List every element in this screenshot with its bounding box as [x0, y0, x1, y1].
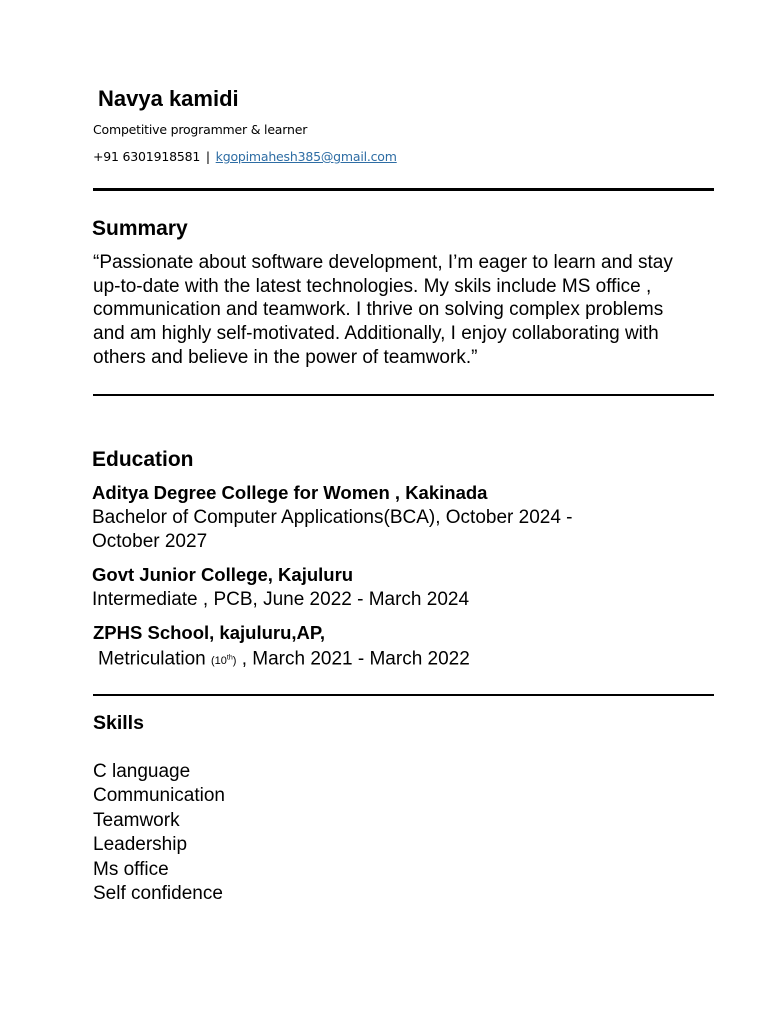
education-detail-3 — [98, 646, 470, 673]
skill-item: Leadership — [93, 834, 188, 856]
education-detail-2: Intermediate , PCB, June 2022 - March 2024 — [92, 589, 470, 610]
education-detail-1-line-1: Bachelor of Computer Applications(BCA), October 2024 - — [92, 507, 573, 528]
header-divider — [93, 188, 714, 191]
education-detail-3-prefix: Metriculation — [98, 648, 206, 670]
skills-list — [93, 760, 225, 906]
skill-item: C language — [93, 761, 191, 782]
skill-item: Self confidence — [93, 883, 223, 905]
skill-item: Ms office — [93, 858, 169, 880]
education-divider — [93, 694, 714, 696]
education-school-1: Aditya Degree College for Women , Kakinada — [92, 482, 488, 503]
summary-heading: Summary — [92, 217, 188, 240]
grade-note-suffix: th — [226, 654, 233, 661]
education-detail-1-line-2: October 2027 — [92, 531, 208, 552]
contact-separator: | — [205, 149, 210, 164]
contact-line — [93, 149, 397, 164]
email-link[interactable]: kgopimahesh385@gmail.com — [215, 149, 397, 164]
candidate-name: Navya kamidi — [98, 86, 239, 111]
summary-text: “Passionate about software development, I’m eager to learn and stay up-to-date with the latest technologies. My skils include MS office , communication and teamwork. I thrive on solving complex problems and am highly self-motivated. Additionally, I enjoy collaborating with others and believe in the power of teamwork.” — [93, 252, 673, 368]
skill-item: Teamwork — [93, 809, 180, 831]
education-detail-3-suffix: , March 2021 - March 2022 — [241, 648, 470, 670]
education-school-3: ZPHS School, kajuluru,AP, — [93, 622, 325, 643]
grade-note — [211, 655, 236, 667]
grade-note-number: (10 — [211, 654, 227, 667]
summary-divider — [93, 394, 714, 396]
education-heading: Education — [92, 448, 194, 471]
education-detail-1 — [92, 506, 573, 554]
education-school-2: Govt Junior College, Kajuluru — [92, 564, 354, 585]
skills-heading: Skills — [93, 712, 144, 734]
skill-item: Communication — [93, 785, 225, 807]
phone-number: +91 6301918581 — [93, 149, 201, 164]
grade-note-close: ) — [232, 654, 237, 667]
candidate-tagline: Competitive programmer & learner — [93, 122, 308, 137]
